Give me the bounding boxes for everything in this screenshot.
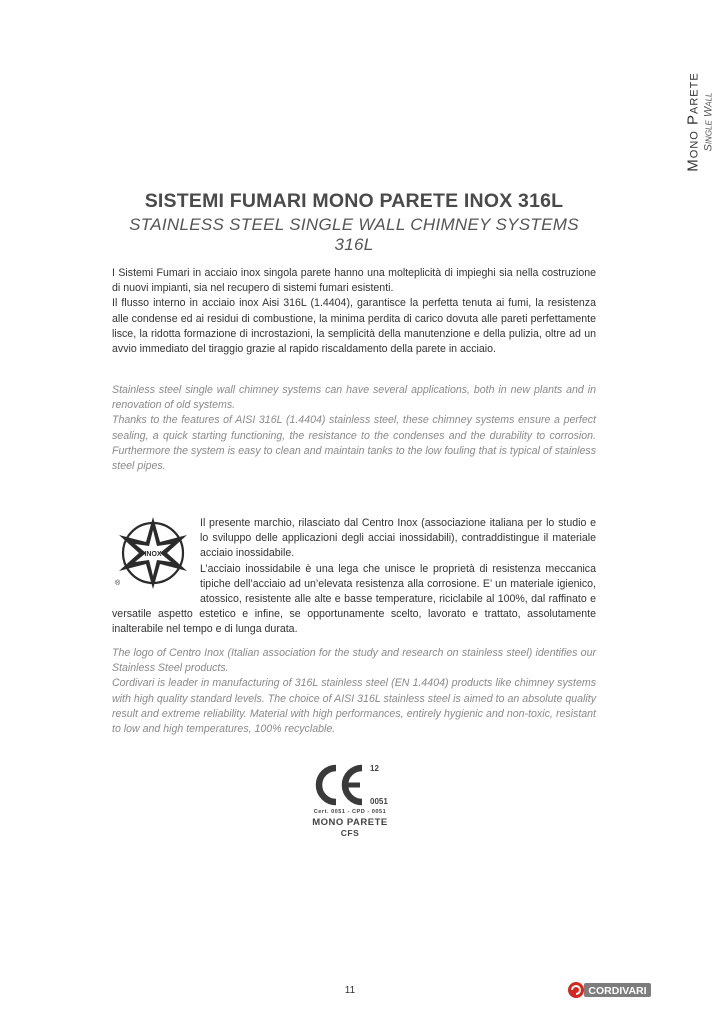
intro-italian: [112, 266, 596, 357]
side-tab-sub: Single Wall: [702, 92, 715, 152]
paragraph: Cordivari is leader in manufacturing of 316L stainless steel (EN 1.4404) products like chimney systems with high quality standard levels. The choice of AISI 316L stainless steel is aimed to an absolute quality result and extreme reliability. Material with high performances, entirely hygienic and non-toxic, resistant to low and high temperatures, 100% recyclable.: [112, 677, 596, 736]
inox-logo: [112, 516, 192, 592]
paragraph: Stainless steel single wall chimney systems can have several applications, both in new plants and in renovation of old systems.: [112, 384, 596, 412]
marchio-english: [112, 646, 596, 737]
ce-cert: Cert. 0051 - CPD - 0051: [313, 809, 387, 815]
page-subtitle: STAINLESS STEEL SINGLE WALL CHIMNEY SYSTEMS 316L: [129, 215, 579, 254]
inox-mark-section: [112, 516, 596, 638]
page-number: 11: [344, 985, 356, 996]
ce-product-code: CFS: [340, 828, 360, 838]
side-tab-main: Mono Parete: [684, 72, 702, 172]
paragraph: The logo of Centro Inox (Italian association for the study and research on stainless steel) identifies our Stainless Steel products.: [112, 647, 596, 675]
paragraph: Il presente marchio, rilasciato dal Centro Inox (associazione italiana per lo studio e lo sviluppo delle applicazioni degli acciai inossidabili), contraddistingue il materiale acciaio inossidabile.: [200, 517, 596, 560]
ce-product: MONO PARETE: [312, 817, 388, 828]
paragraph: Thanks to the features of AISI 316L (1.4404) stainless steel, these chimney systems ensure a perfect sealing, a quick starting functioning, the resistance to the condenses and the durability to corrosion. Furthermore the system is easy to clean and maintain tanks to the low fouling that is typical of stainless steel pipes.: [112, 414, 596, 473]
side-section-tab: [676, 50, 724, 190]
paragraph: Il flusso interno in acciaio inox Aisi 316L (1.4404), garantisce la perfetta tenuta ai fumi, la resistenza alle condense ed ai residui di combustione, la minima perdita di carico dovuta alle pareti perfettamente lisce, la ridotta formazione di incrostazioni, la semplicità della manutenzione e della pulizia, oltre ad un avvio immediato del tiraggio grazie al rapido riscaldamento della parete in acciaio.: [112, 297, 596, 356]
inox-logo-text: INOX: [144, 551, 162, 558]
brand-name: CORDIVARI: [588, 985, 647, 997]
paragraph: L’acciaio inossidabile è una lega che unisce le proprietà di resistenza meccanica tipiche dell’acciaio ad un’elevata resistenza alla corrosione. E’ un materiale igienico, atossico, resistente alle alte e basse temperature, riciclabile al 100%, dal raffinato e versatile aspetto estetico e infine, se opportunamente scelto, lavorato e trattato, assolutamente inalterabile nel tempo e di lunga durata.: [112, 562, 596, 636]
registered-mark: ®: [115, 580, 121, 587]
cordivari-logo-icon: [567, 981, 653, 999]
intro-english: [112, 383, 596, 474]
ce-mark: [308, 762, 398, 858]
ce-year: 12: [370, 764, 379, 773]
cordivari-logo: [567, 981, 653, 999]
side-tab-label: [686, 72, 715, 171]
page-header: [112, 190, 596, 255]
ce-notified-body: 0051: [370, 797, 388, 806]
paragraph: I Sistemi Fumari in acciaio inox singola parete hanno una molteplicità di impieghi sia nella costruzione di nuovi impianti, sia nel recupero di sistemi fumari esistenti.: [112, 267, 596, 295]
page-title: SISTEMI FUMARI MONO PARETE INOX 316L: [144, 190, 564, 212]
inox-star-icon: [112, 516, 192, 592]
